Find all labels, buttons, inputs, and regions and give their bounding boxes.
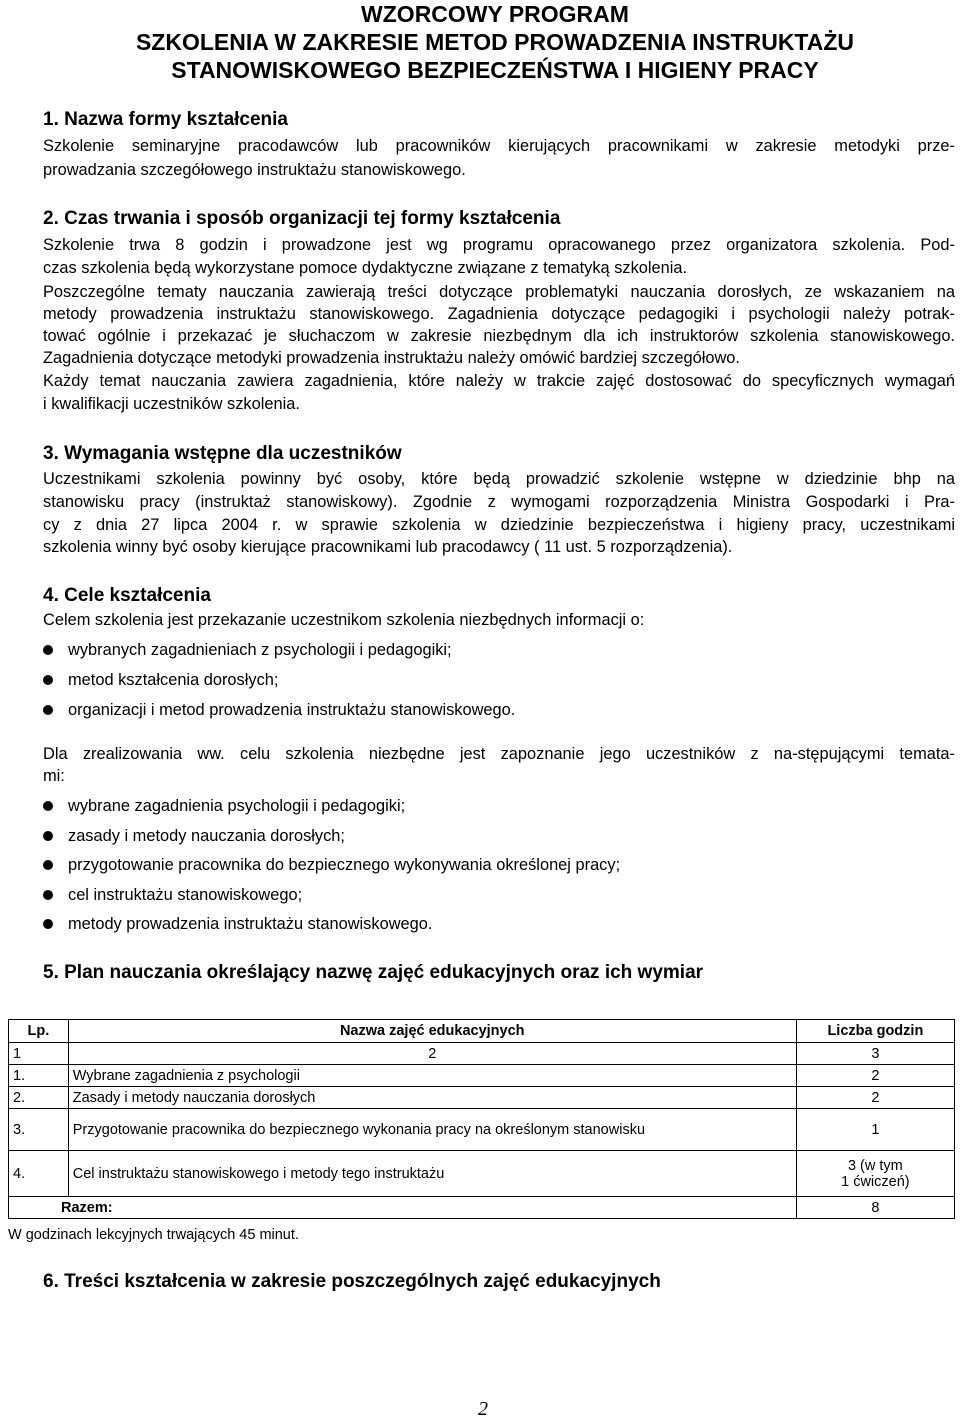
- topic-list-item-text: cel instruktażu stanowiskowego;: [68, 886, 303, 904]
- table-row: [9, 1065, 955, 1087]
- table-cell: 2: [68, 1043, 796, 1065]
- section-4-heading: 4. Cele kształcenia: [43, 585, 211, 606]
- topic-list-item-text: metody prowadzenia instruktażu stanowiskowego.: [68, 915, 433, 933]
- bullet-icon: [43, 801, 53, 811]
- section-3-line-1: Uczestnikami szkolenia powinny być osoby, które będą prowadzić szkolenie wstępne w dziedzinie bhp na: [43, 470, 955, 488]
- section-4-intro-2-line-2: mi:: [43, 767, 65, 785]
- topic-list-item-text: zasady i metody nauczania dorosłych;: [68, 827, 345, 845]
- bullet-icon: [43, 675, 53, 685]
- section-2-para-2-line-1: Poszczególne tematy nauczania zawierają treści dotyczące problematyki nauczania dorosłych, ze wskazaniem na: [43, 283, 955, 301]
- table-cell-lp: 4.: [9, 1151, 69, 1197]
- section-2-para-2-line-3: tować ogólnie i przekazać je słuchaczom w zakresie niezbędnym dla ich instruktorów szkolenia stanowiskowego.: [43, 327, 955, 345]
- goal-list-item-text: organizacji i metod prowadzenia instruktażu stanowiskowego.: [68, 701, 516, 719]
- column-header-name: Nazwa zajęć edukacyjnych: [68, 1020, 796, 1043]
- table-row: [9, 1109, 955, 1151]
- hours-line-1: 3 (w tym: [847, 1157, 903, 1174]
- section-1-heading: 1. Nazwa formy kształcenia: [43, 109, 288, 130]
- section-3-heading: 3. Wymagania wstępne dla uczestników: [43, 443, 402, 464]
- table-total-row: [9, 1197, 955, 1219]
- topic-list-item-text: przygotowanie pracownika do bezpiecznego wykonywania określonej pracy;: [68, 856, 621, 874]
- section-4-intro: Celem szkolenia jest przekazanie uczestnikom szkolenia niezbędnych informacji o:: [43, 611, 645, 629]
- table-note: W godzinach lekcyjnych trwających 45 minut.: [8, 1227, 299, 1243]
- table-header-row: [9, 1020, 955, 1043]
- table-cell-lp: 1.: [9, 1065, 69, 1087]
- curriculum-table: [8, 1019, 955, 1219]
- section-3-line-4: szkolenia winny być osoby kierujące pracownikami lub pracodawcy ( 11 ust. 5 rozporządzenia).: [43, 538, 733, 556]
- section-3-line-3: cy z dnia 27 lipca 2004 r. w sprawie szkolenia w dziedzinie bezpieczeństwa i higieny pracy, uczestnikami: [43, 516, 955, 534]
- document-title-line-1: WZORCOWY PROGRAM: [361, 1, 629, 27]
- bullet-icon: [43, 831, 53, 841]
- total-label: Razem:: [61, 1199, 113, 1216]
- table-cell-hours: 1: [796, 1109, 954, 1151]
- section-2-para-2-line-2: metody prowadzenia instruktażu stanowiskowego. Zagadnienia dotyczące pedagogiki i psychologii należy potrak-: [43, 305, 955, 323]
- table-cell-hours: 2: [796, 1065, 954, 1087]
- bullet-icon: [43, 705, 53, 715]
- table-cell-name: Przygotowanie pracownika do bezpiecznego wykonania pracy na określonym stanowisku: [68, 1109, 796, 1151]
- section-2-heading: 2. Czas trwania i sposób organizacji tej formy kształcenia: [43, 208, 561, 229]
- section-2-para-1-line-1: Szkolenie trwa 8 godzin i prowadzone jest wg programu opracowanego przez organizatora szkolenia. Pod-: [43, 236, 955, 254]
- hours-line-2: 1 ćwiczeń): [841, 1173, 910, 1190]
- section-2-para-1-line-2: czas szkolenia będą wykorzystane pomoce dydaktyczne związane z tematyką szkolenia.: [43, 259, 688, 277]
- total-value: 8: [796, 1197, 954, 1219]
- document-title-line-3: STANOWISKOWEGO BEZPIECZEŃSTWA I HIGIENY PRACY: [171, 57, 819, 83]
- section-3-line-2: stanowisku pracy (instruktaż stanowiskowy). Zgodnie z wymogami rozporządzenia Ministra Gospodarki i Pra-: [43, 493, 955, 511]
- table-cell-lp: 3.: [9, 1109, 69, 1151]
- bullet-icon: [43, 860, 53, 870]
- table-cell-hours: [796, 1151, 954, 1197]
- section-5-heading: 5. Plan nauczania określający nazwę zajęć edukacyjnych oraz ich wymiar: [43, 962, 704, 983]
- table-cell-hours: 2: [796, 1087, 954, 1109]
- bullet-icon: [43, 645, 53, 655]
- total-label-cell: [9, 1197, 797, 1219]
- section-2-para-3-line-1: Każdy temat nauczania zawiera zagadnienia, które należy w trakcie zajęć dostosować do specyficznych wymagań: [43, 372, 955, 390]
- goal-list-item-text: wybranych zagadnieniach z psychologii i pedagogiki;: [68, 641, 452, 659]
- bullet-icon: [43, 919, 53, 929]
- table-row: [9, 1087, 955, 1109]
- section-1-text-line-1: Szkolenie seminaryjne pracodawców lub pracowników kierujących pracownikami w zakresie metodyki prze-: [43, 137, 955, 155]
- table-numbering-row: [9, 1043, 955, 1065]
- table-cell-name: Zasady i metody nauczania dorosłych: [68, 1087, 796, 1109]
- section-6-heading: 6. Treści kształcenia w zakresie poszczególnych zajęć edukacyjnych: [43, 1271, 661, 1292]
- section-4-intro-2-line-1: Dla zrealizowania ww. celu szkolenia niezbędne jest zapoznanie jego uczestników z na-stępującymi temata-: [43, 745, 955, 763]
- section-1-text-line-2: prowadzania szczegółowego instruktażu stanowiskowego.: [43, 161, 466, 179]
- column-header-lp: Lp.: [9, 1020, 69, 1043]
- document-title-line-2: SZKOLENIA W ZAKRESIE METOD PROWADZENIA INSTRUKTAŻU: [135, 29, 855, 55]
- table-row: [9, 1151, 955, 1197]
- table-cell-name: Cel instruktażu stanowiskowego i metody tego instruktażu: [68, 1151, 796, 1197]
- bullet-icon: [43, 890, 53, 900]
- column-header-hours: Liczba godzin: [796, 1020, 954, 1043]
- section-2-para-2-line-4: Zagadnienia dotyczące metodyki prowadzenia instruktażu należy omówić bardziej szczegółowo.: [43, 349, 740, 367]
- table-cell: 1: [9, 1043, 69, 1065]
- table-cell: 3: [796, 1043, 954, 1065]
- page-number: 2: [478, 1398, 488, 1420]
- table-cell-lp: 2.: [9, 1087, 69, 1109]
- table-cell-name: Wybrane zagadnienia z psychologii: [68, 1065, 796, 1087]
- section-2-para-3-line-2: i kwalifikacji uczestników szkolenia.: [43, 395, 300, 413]
- goal-list-item-text: metod kształcenia dorosłych;: [68, 671, 279, 689]
- topic-list-item-text: wybrane zagadnienia psychologii i pedagogiki;: [68, 797, 406, 815]
